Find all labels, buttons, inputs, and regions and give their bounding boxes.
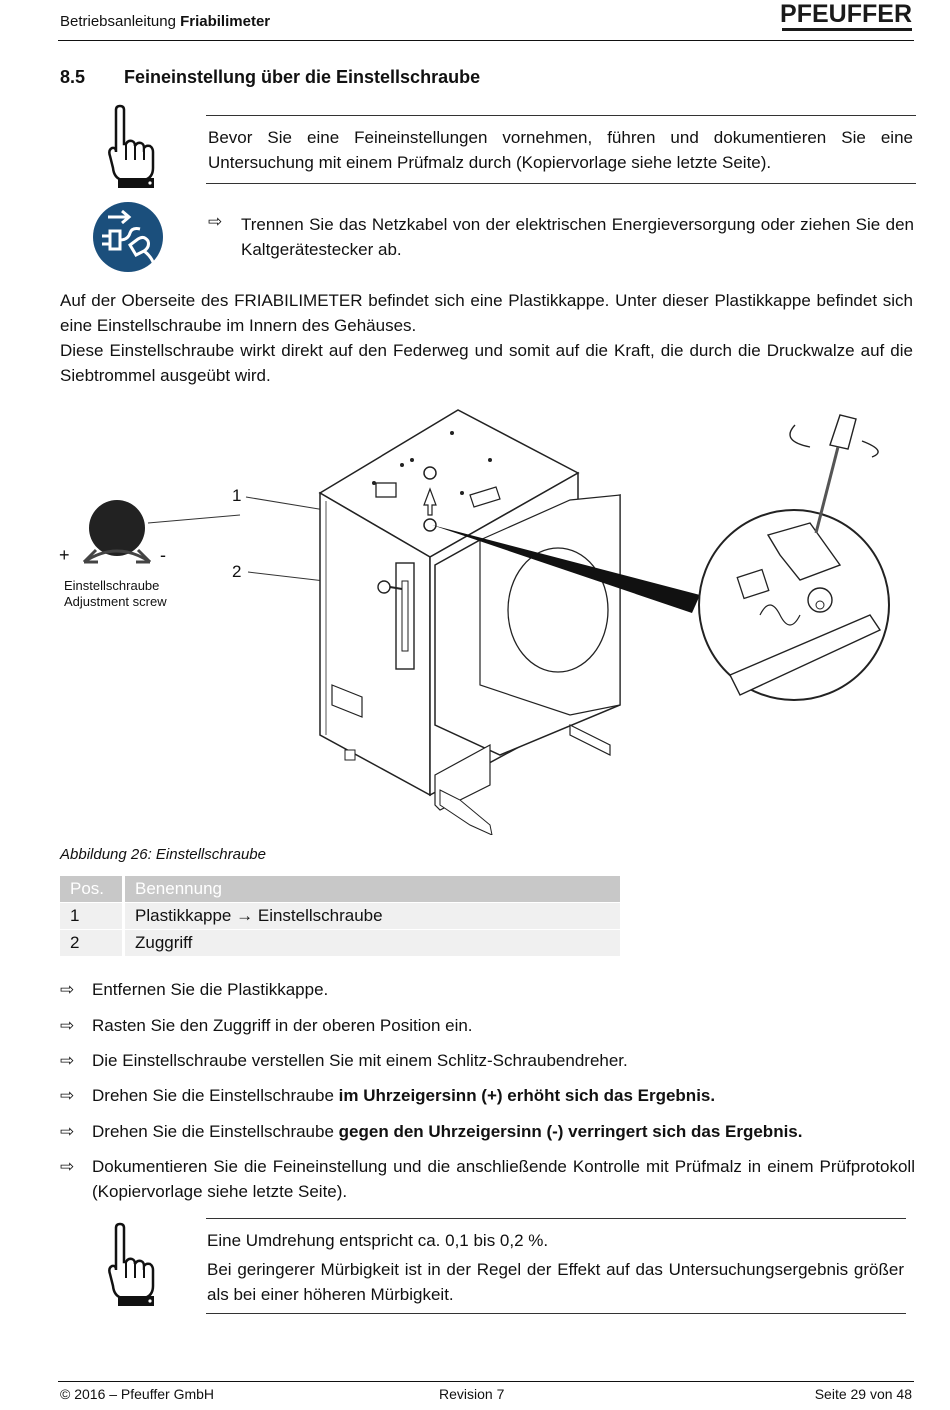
row-name [124,903,621,930]
pointing-hand-icon [104,104,160,190]
footer-revision: Revision 7 [439,1386,505,1402]
adjustment-label-en: Adjustment screw [64,594,167,609]
footer-copyright: © 2016 – Pfeuffer GmbH [60,1386,215,1402]
row-name-b: Einstellschraube [257,906,383,925]
step-text: Die Einstellschraube verstellen Sie mit einem Schlitz-Schraubendreher. [92,1051,628,1070]
hollow-right-arrow-icon: ⇨ [60,1122,75,1141]
disconnect-mains-plug-icon [92,201,164,273]
note-rule-bottom [206,183,916,184]
row-pos: 2 [60,930,124,957]
row-pos: 1 [60,903,124,930]
callout-1-leader-left [148,515,240,523]
footer-rule [58,1381,914,1382]
callout-1-number: 1 [232,486,242,505]
hollow-right-arrow-icon: ⇨ [208,212,223,231]
doc-title: Friabilimeter [180,13,271,30]
hollow-right-arrow-icon: ⇨ [60,1051,75,1070]
instruction-step [60,1048,915,1073]
step-text: Drehen Sie die Einstellschraube [92,1122,339,1141]
step-text-bold: gegen den Uhrzeigersinn (-) verringert sich das Ergebnis. [338,1122,803,1141]
section-title: Feineinstellung über die Einstellschraube [124,67,481,87]
document-header [60,13,270,30]
unplug-step-text: Trennen Sie das Netzkabel von der elektrischen Energieversorgung oder ziehen Sie den Kaltgerätestecker ab. [241,215,914,259]
position-table [60,876,620,956]
row-name-a: Plastikkappe [135,906,232,925]
step-text: Entfernen Sie die Plastikkappe. [92,980,329,999]
pointing-hand-icon [104,1222,160,1308]
header-pos: Pos. [60,876,124,903]
instruction-step [60,977,915,1002]
table-header-row [60,876,620,903]
adjustment-label-de: Einstellschraube [64,578,160,593]
right-arrow-icon: → [236,906,254,925]
section-heading [60,67,480,88]
doc-prefix: Betriebsanleitung [60,13,176,30]
hollow-right-arrow-icon: ⇨ [60,1086,75,1105]
row-name [124,930,621,957]
row-name-a: Zuggriff [135,933,193,952]
footer-page-number: Seite 29 von 48 [814,1386,912,1402]
hollow-right-arrow-icon: ⇨ [60,1157,75,1176]
callout-2-number: 2 [232,562,242,581]
logo-underline [782,28,912,31]
friabilimeter-drawing [140,405,900,835]
pfeuffer-logo: PFEUFFER [780,0,912,28]
step-text: Drehen Sie die Einstellschraube [92,1086,339,1105]
minus-sign: - [160,545,166,565]
plus-sign: + [59,545,70,565]
body-paragraph-1: Auf der Oberseite des FRIABILIMETER befindet sich eine Plastikkappe. Unter dieser Plastikkappe befindet sich eine Einstellschraube im Innern des Gehäuses. [60,291,913,335]
instruction-step [60,1154,915,1204]
instruction-step [60,1119,915,1144]
note-top-text: Bevor Sie eine Feineinstellungen vornehmen, führen und dokumentieren Sie eine Untersuchung mit einem Prüfmalz durch (Kopiervorlage siehe letzte Seite). [208,128,913,172]
step-text: Dokumentieren Sie die Feineinstellung und die anschließende Kontrolle mit Prüfmalz in einem Prüfprotokoll (Kopiervorlage siehe letzte Seite). [92,1157,915,1201]
note-bottom-line-2: Bei geringerer Mürbigkeit ist in der Regel der Effekt auf das Untersuchungsergebnis größer als bei einer höheren Mürbigkeit. [207,1260,904,1304]
figure-caption: Abbildung 26: Einstellschraube [60,846,266,863]
note-bottom-rule-top [206,1218,906,1219]
note-rule-top [206,115,916,116]
instruction-step [60,1083,915,1108]
body-paragraph-2: Diese Einstellschraube wirkt direkt auf den Federweg und somit auf die Kraft, die durch die Druckwalze auf die Siebtrommel ausgeübt wird. [60,341,913,385]
note-bottom-rule-bottom [206,1313,906,1314]
hollow-right-arrow-icon: ⇨ [60,980,75,999]
note-bottom-line-1: Eine Umdrehung entspricht ca. 0,1 bis 0,2 %. [207,1231,549,1250]
step-text: Rasten Sie den Zuggriff in der oberen Position ein. [92,1016,473,1035]
header-name: Benennung [124,876,621,903]
table-row [60,903,620,930]
step-text-bold: im Uhrzeigersinn (+) erhöht sich das Ergebnis. [338,1086,716,1105]
hollow-right-arrow-icon: ⇨ [60,1016,75,1035]
table-row [60,930,620,957]
header-rule [58,40,914,41]
instruction-step [60,1013,915,1038]
section-number: 8.5 [60,67,86,87]
